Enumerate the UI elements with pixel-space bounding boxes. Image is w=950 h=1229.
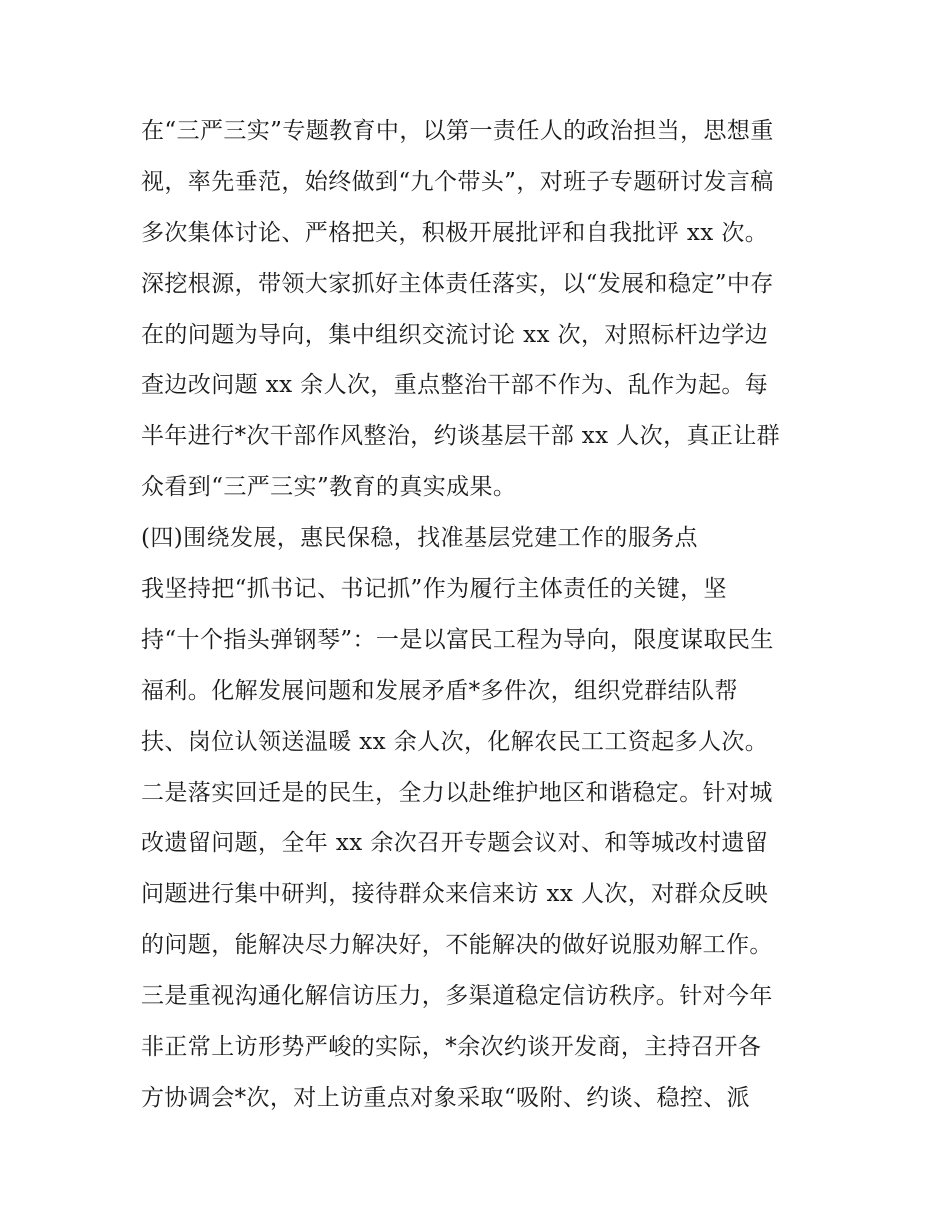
text-line: 二是落实回迁是的民生，全力以赴维护地区和谐稳定。针对城 xyxy=(141,779,773,806)
text-line: 多次集体讨论、严格把关，积极开展批评和自我批评 xx 次。 xyxy=(141,219,769,246)
text-line: 查边改问题 xx 余人次，重点整治干部不作为、乱作为起。每 xyxy=(141,372,769,399)
text-line: 改遗留问题，全年 xx 余次召开专题会议对、和等城改村遗留 xyxy=(141,830,769,857)
text-line: 持“十个指头弹钢琴”：一是以富民工程为导向，限度谋取民生 xyxy=(141,626,774,653)
text-line: 的问题，能解决尽力解决好，不能解决的做好说服劝解工作。 xyxy=(141,932,773,959)
text-line: 在的问题为导向，集中组织交流讨论 xx 次，对照标杆边学边 xyxy=(141,321,769,348)
text-line: 深挖根源，带领大家抓好主体责任落实，以“发展和稳定”中存 xyxy=(141,270,774,297)
section-heading: (四)围绕发展，惠民保稳，找准基层党建工作的服务点 xyxy=(141,525,698,552)
text-line: 三是重视沟通化解信访压力，多渠道稳定信访秩序。针对今年 xyxy=(141,983,773,1010)
text-line: 我坚持把“抓书记、书记抓”作为履行主体责任的关键，坚 xyxy=(141,576,727,603)
text-line: 在“三严三实”专题教育中，以第一责任人的政治担当，思想重 xyxy=(141,118,774,144)
text-line: 方协调会*次，对上访重点对象采取“吸附、约谈、稳控、派 xyxy=(141,1084,751,1111)
text-line: 半年进行*次干部作风整治，约谈基层干部 xx 人次，真正让群 xyxy=(141,423,781,450)
text-line: 扶、岗位认领送温暖 xx 余人次，化解农民工工资起多人次。 xyxy=(141,728,769,755)
document-body xyxy=(141,106,831,1124)
text-line: 非正常上访形势严峻的实际，*余次约谈开发商，主持召开各 xyxy=(141,1034,762,1061)
text-line: 众看到“三严三实”教育的真实成果。 xyxy=(141,474,517,501)
text-line: 问题进行集中研判，接待群众来信来访 xx 人次，对群众反映 xyxy=(141,881,769,908)
text-line: 福利。化解发展问题和发展矛盾*多件次，组织党群结队帮 xyxy=(141,677,738,704)
text-line: 视，率先垂范，始终做到“九个带头”，对班子专题研讨发言稿 xyxy=(141,168,774,195)
